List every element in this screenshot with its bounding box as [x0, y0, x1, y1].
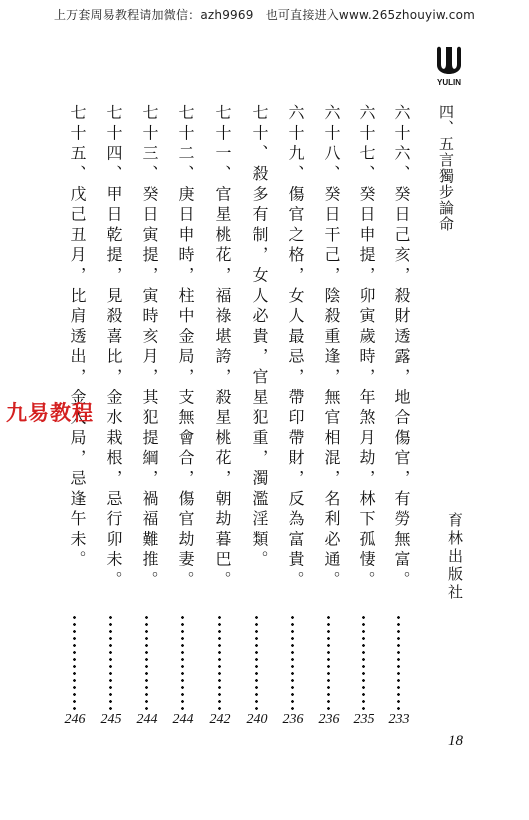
toc-entry-page: 245	[100, 712, 122, 727]
dot-leader	[73, 614, 76, 710]
dot-leader	[181, 614, 184, 710]
toc-entry-page: 233	[388, 712, 410, 727]
toc-entry-text: 七十五、戊己丑月，比肩透出，金入局，忌逢午未。	[68, 104, 87, 571]
toc-entry-text: 六十六、癸日己亥，殺財透露，地合傷官，有勞無富。	[392, 104, 411, 592]
dot-leader	[145, 614, 148, 710]
dot-leader	[397, 614, 400, 710]
publisher-name: 育林出版社	[446, 512, 464, 602]
dot-leader	[327, 614, 330, 710]
toc-entry	[280, 104, 306, 730]
toc-entry	[316, 104, 342, 730]
watermark-overlay: 九易教程	[6, 401, 94, 425]
toc-entry-text: 七十四、甲日乾提，見殺喜比，金水栽根，忌行卯未。	[104, 104, 123, 592]
toc-entry-page: 246	[64, 712, 86, 727]
toc-entry-text: 六十九、傷官之格，女人最忌，帶印帶財，反為富貴。	[286, 104, 305, 592]
dot-leader	[218, 614, 221, 710]
toc-entry-page: 236	[282, 712, 304, 727]
watermark-text: 上万套周易教程请加微信：azh9969 也可直接进入www.265zhouyiw.com	[53, 8, 476, 22]
toc-entry	[244, 104, 270, 730]
dot-leader	[362, 614, 365, 710]
toc-entry-text: 七十三、癸日寅提，寅時亥月，其犯提綱，禍福難推。	[140, 104, 159, 592]
toc-entry-text: 六十七、癸日申提，卯寅歲時，年煞月劫，林下孤悽。	[357, 104, 376, 592]
toc-entry-page: 235	[353, 712, 375, 727]
dot-leader	[109, 614, 112, 710]
toc-entry-text: 六十八、癸日干己，陰殺重逢，無官相混，名利必通。	[322, 104, 341, 592]
toc-entry-page: 244	[136, 712, 158, 727]
dot-leader	[291, 614, 294, 710]
toc-entry-page: 242	[209, 712, 231, 727]
toc-entry-page: 240	[246, 712, 268, 727]
section-title: 四、五言獨步論命	[437, 104, 455, 232]
yulin-logo	[433, 44, 465, 90]
toc-entry	[170, 104, 196, 730]
page-number: 18	[448, 733, 463, 749]
toc-entry	[351, 104, 377, 730]
toc-entry-text: 七十、殺多有制，女人必貴，官星犯重，濁濫淫類。	[250, 104, 269, 571]
toc-entry	[98, 104, 124, 730]
toc-entry-page: 236	[318, 712, 340, 727]
toc-entry	[207, 104, 233, 730]
toc-entry-text: 七十一、官星桃花，福祿堪誇，殺星桃花，朝劫暮巴。	[213, 104, 232, 592]
toc-entry	[134, 104, 160, 730]
toc-entry-text: 七十二、庚日申時，柱中金局，支無會合，傷官劫妻。	[176, 104, 195, 592]
dot-leader	[255, 614, 258, 710]
logo-mark-icon	[433, 44, 465, 78]
toc-entry	[386, 104, 412, 730]
logo-word: YULIN	[437, 78, 461, 87]
toc-entry-page: 244	[172, 712, 194, 727]
